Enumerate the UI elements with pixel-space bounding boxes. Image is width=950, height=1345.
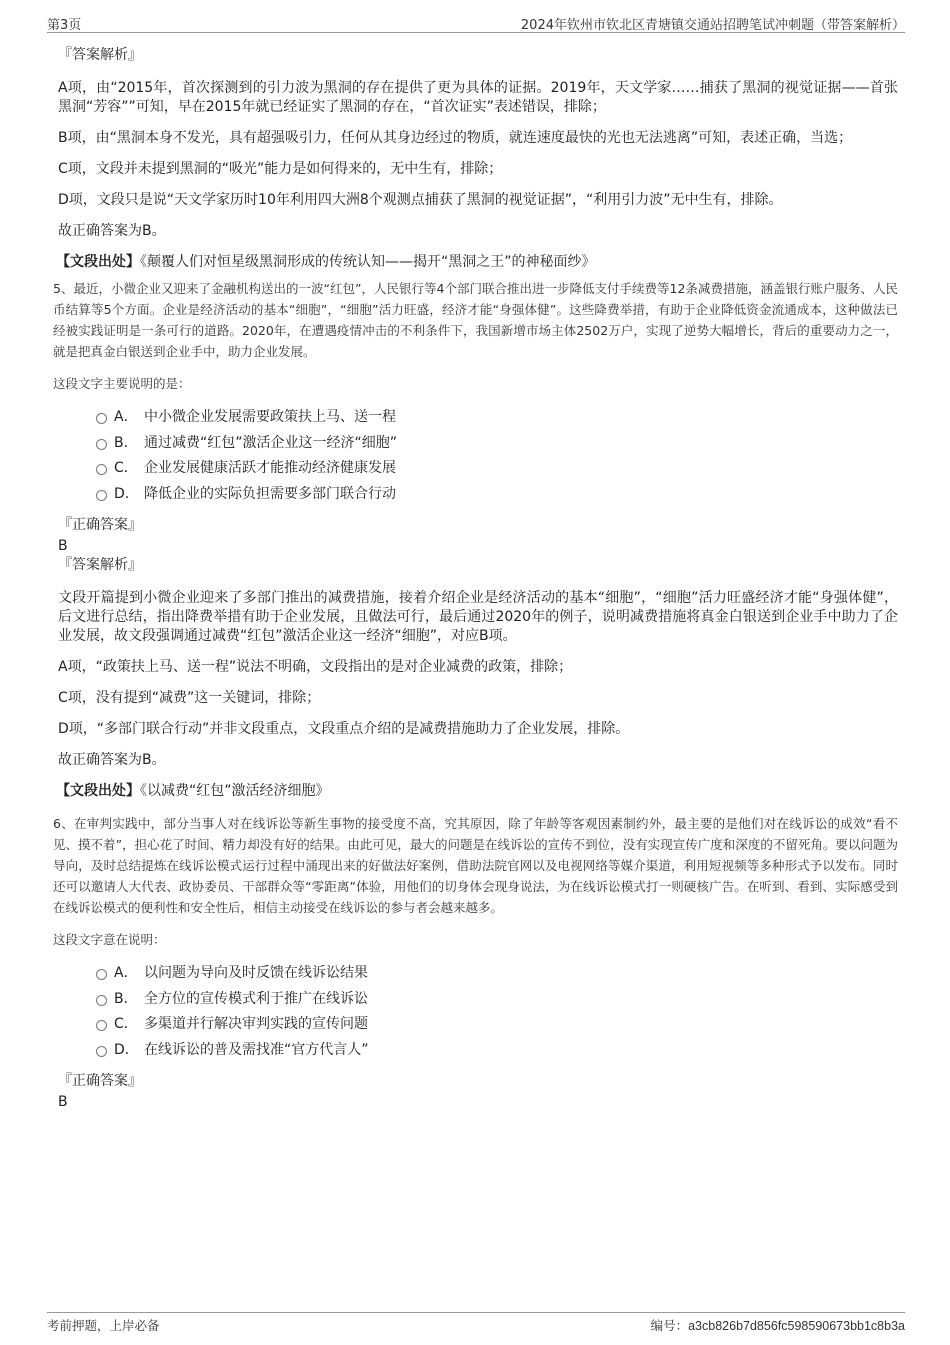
analysis-paragraph: A项，由“2015年，首次探测到的引力波为黑洞的存在提供了更为具体的证据。2019年，天文学家……捕获了黑洞的视觉证据——首张黑洞“芳容””可知，早在2015年就已经证实了黑洞的存在，“首次证实”表述错误，排除； — [58, 80, 898, 115]
question-prompt: 这段文字主要说明的是： — [53, 376, 191, 391]
option-text: 企业发展健康活跃才能推动经济健康发展 — [144, 460, 396, 476]
correct-answer: B — [58, 538, 68, 554]
source-title: 《颠覆人们对恒星级黑洞形成的传统认知——揭开“黑洞之王”的神秘面纱》 — [140, 254, 596, 270]
option-text: 在线诉讼的普及需找准“官方代言人” — [144, 1041, 369, 1058]
question-5 — [53, 278, 898, 801]
radio-button[interactable] — [96, 490, 107, 501]
option-text: 以问题为导向及时反馈在线诉讼结果 — [144, 965, 368, 981]
option-letter: D． — [114, 1041, 139, 1058]
option-text: 降低企业的实际负担需要多部门联合行动 — [144, 485, 396, 502]
source-citation — [56, 782, 898, 801]
option-letter: A． — [114, 965, 138, 981]
source-title: 《以减费“红包”激活经济细胞》 — [140, 783, 330, 799]
source-label: 【文段出处】 — [56, 254, 140, 270]
option-list — [96, 962, 898, 1064]
option-text: 通过减费“红包”激活企业这一经济“细胞” — [144, 434, 398, 451]
question-6 — [53, 813, 898, 1112]
option-letter: B． — [114, 434, 138, 451]
option-letter: C． — [114, 460, 138, 476]
analysis-paragraph: B项，由“黑洞本身不发光，具有超强吸引力，任何从其身边经过的物质，就连速度最快的光也无法逃离”可知，表述正确，当选； — [58, 130, 853, 146]
analysis-paragraph: 文段开篇提到小微企业迎来了多部门推出的减费措施，接着介绍企业是经济活动的基本“细胞”，“细胞”活力旺盛经济才能“身强体健”，后文进行总结，指出降费举措有助于企业发展，且做法可行，最后通过2020年的例子，说明减费措施将真金白银送到企业手中助力了企业发展，故文段强调通过减费“红包”激活企业这一经济“细胞”，对应B项。 — [58, 590, 898, 644]
question-text: 6、在审判实践中，部分当事人对在线诉讼等新生事物的接受度不高，究其原因，除了年龄等客观因素制约外，最主要的是他们对在线诉讼的成效“看不见、摸不着”，担心花了时间、精力却没有好的结果。由此可见，最大的问题是在线诉讼的宣传不到位，没有实现宣传广度和深度的不留死角。要以问题为导向，及时总结提炼在线诉讼模式运行过程中涌现出来的好做法好案例，借助法院官网以及电视网络等媒介渠道，利用短视频等多种形式予以发布。同时还可以邀请人大代表、政协委员、干部群众等“零距离”体验，用他们的切身体会现身说法，为在线诉讼模式打一则硬核广告。在听到、看到、实际感受到在线诉讼模式的便利性和安全性后，相信主动接受在线诉讼的参与者会越来越多。 — [53, 816, 898, 915]
page-header — [47, 12, 905, 33]
answer-heading: 『正确答案』 — [58, 1073, 142, 1089]
option-letter: B． — [114, 990, 138, 1007]
radio-button[interactable] — [96, 413, 107, 424]
page-number: 第3页 — [47, 18, 82, 33]
analysis-paragraph: C项，没有提到“减费”这一关键词，排除； — [58, 690, 321, 706]
footer-slogan: 考前押题，上岸必备 — [47, 1318, 160, 1333]
source-label: 【文段出处】 — [56, 783, 140, 799]
option-text: 多渠道并行解决审判实践的宣传问题 — [144, 1016, 368, 1032]
option-c[interactable] — [96, 1013, 898, 1039]
code-value: a3cb826b7d856fc598590673bb1c8b3a — [688, 1319, 905, 1333]
question-prompt: 这段文字意在说明： — [53, 932, 166, 947]
analysis-paragraph: D项，文段只是说“天文学家历时10年利用四大洲8个观测点捕获了黑洞的视觉证据”，“利用引力波”无中生有，排除。 — [58, 192, 783, 208]
radio-button[interactable] — [96, 1020, 107, 1031]
question-text: 5、最近，小微企业又迎来了金融机构送出的一波“红包”，人民银行等4个部门联合推出进一步降低支付手续费等12条减费措施，涵盖银行账户服务、人民币结算等5个方面。企业是经济活动的基本“细胞”，“细胞”活力旺盛，经济才能“身强体健”。这些降费举措，有助于企业降低资金流通成本，这种做法已经被实践证明是一条可行的道路。2020年，在遭遇疫情冲击的不利条件下，我国新增市场主体2502万户，实现了逆势大幅增长，背后的重要动力之一，就是把真金白银送到企业手中，助力企业发展。 — [53, 281, 898, 359]
radio-button[interactable] — [96, 995, 107, 1006]
radio-button[interactable] — [96, 464, 107, 475]
radio-button[interactable] — [96, 439, 107, 450]
option-b[interactable] — [96, 988, 898, 1014]
option-letter: D． — [114, 485, 139, 502]
answer-heading: 『正确答案』 — [58, 517, 142, 533]
document-title: 2024年钦州市钦北区青塘镇交通站招聘笔试冲刺题（带答案解析） — [520, 18, 905, 33]
analysis-heading: 『答案解析』 — [58, 47, 142, 63]
analysis-heading: 『答案解析』 — [58, 557, 142, 573]
radio-button[interactable] — [96, 969, 107, 980]
analysis-paragraph: A项，“政策扶上马、送一程”说法不明确，文段指出的是对企业减费的政策，排除； — [58, 659, 573, 675]
radio-button[interactable] — [96, 1046, 107, 1057]
source-citation — [56, 253, 898, 272]
correct-answer: B — [58, 1094, 68, 1110]
code-label: 编号： — [650, 1318, 689, 1333]
document-code — [651, 1316, 905, 1334]
analysis-paragraph: D项，“多部门联合行动”并非文段重点，文段重点介绍的是减费措施助力了企业发展，排除。 — [58, 721, 630, 737]
option-text: 中小微企业发展需要政策扶上马、送一程 — [144, 409, 396, 425]
analysis-conclusion: 故正确答案为B。 — [58, 223, 166, 239]
option-c[interactable] — [96, 457, 898, 483]
option-a[interactable] — [96, 962, 898, 988]
option-letter: C． — [114, 1016, 138, 1032]
document-body — [53, 46, 898, 1112]
option-text: 全方位的宣传模式利于推广在线诉讼 — [144, 990, 368, 1007]
option-a[interactable] — [96, 406, 898, 432]
page-footer — [47, 1312, 905, 1333]
option-d[interactable] — [96, 1039, 898, 1065]
option-d[interactable] — [96, 483, 898, 509]
option-list — [96, 406, 898, 508]
option-b[interactable] — [96, 432, 898, 458]
q4-analysis — [58, 46, 898, 272]
analysis-paragraph: C项，文段并未提到黑洞的“吸光”能力是如何得来的，无中生有，排除； — [58, 161, 503, 177]
analysis-conclusion: 故正确答案为B。 — [58, 752, 166, 768]
option-letter: A． — [114, 409, 138, 425]
